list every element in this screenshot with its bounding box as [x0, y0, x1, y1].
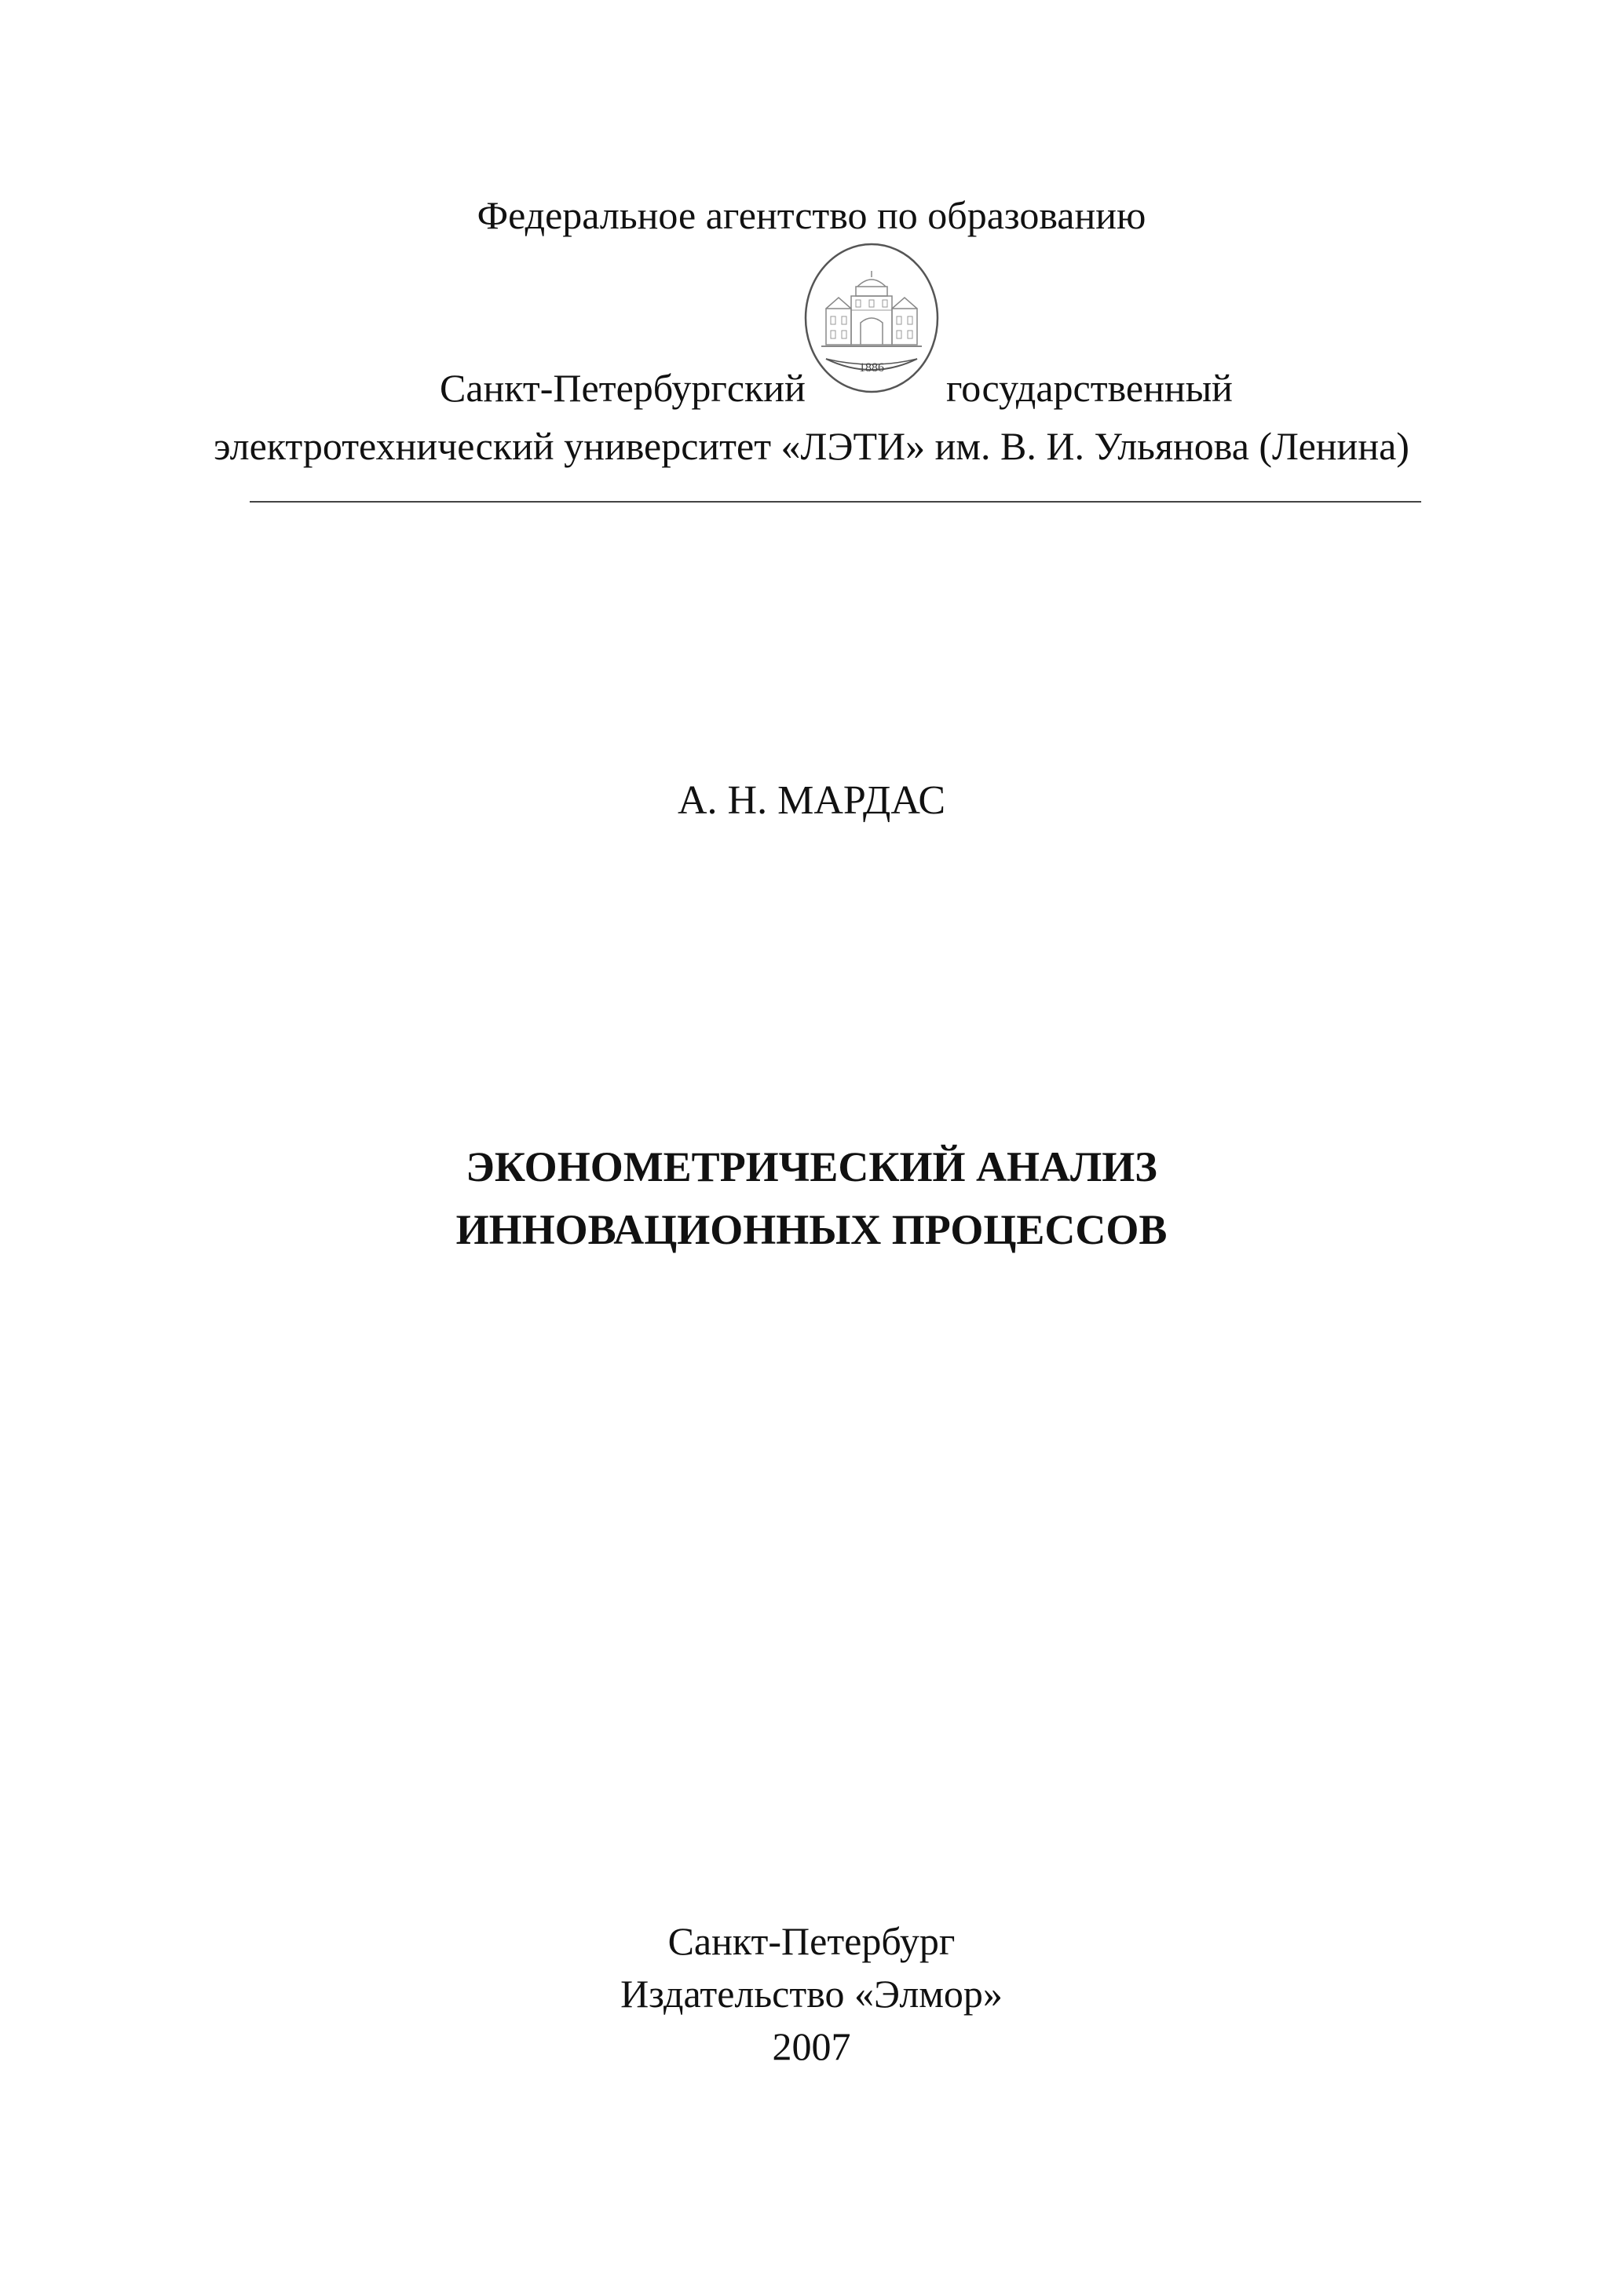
book-title-line-1: ЭКОНОМЕТРИЧЕСКИЙ АНАЛИЗ [466, 1143, 1157, 1190]
author-name: А. Н. МАРДАС [677, 778, 946, 823]
emblem-year: 1886 [859, 361, 884, 375]
book-title-line-2: ИННОВАЦИОННЫХ ПРОЦЕССОВ [455, 1206, 1168, 1253]
imprint-year: 2007 [772, 2024, 851, 2068]
university-name-part2: государственный [946, 366, 1233, 410]
agency-name: Федеральное агентство по образованию [477, 193, 1146, 237]
university-full-name: электротехнический университет «ЛЭТИ» им. В. И. Ульянова (Ленина) [214, 424, 1409, 468]
imprint-city: Санкт-Петербург [667, 1919, 956, 1963]
header-divider [250, 501, 1421, 503]
university-emblem [802, 241, 941, 398]
university-name-part1: Санкт-Петербургский [440, 366, 806, 410]
imprint-publisher: Издательство «Элмор» [620, 1972, 1003, 2016]
